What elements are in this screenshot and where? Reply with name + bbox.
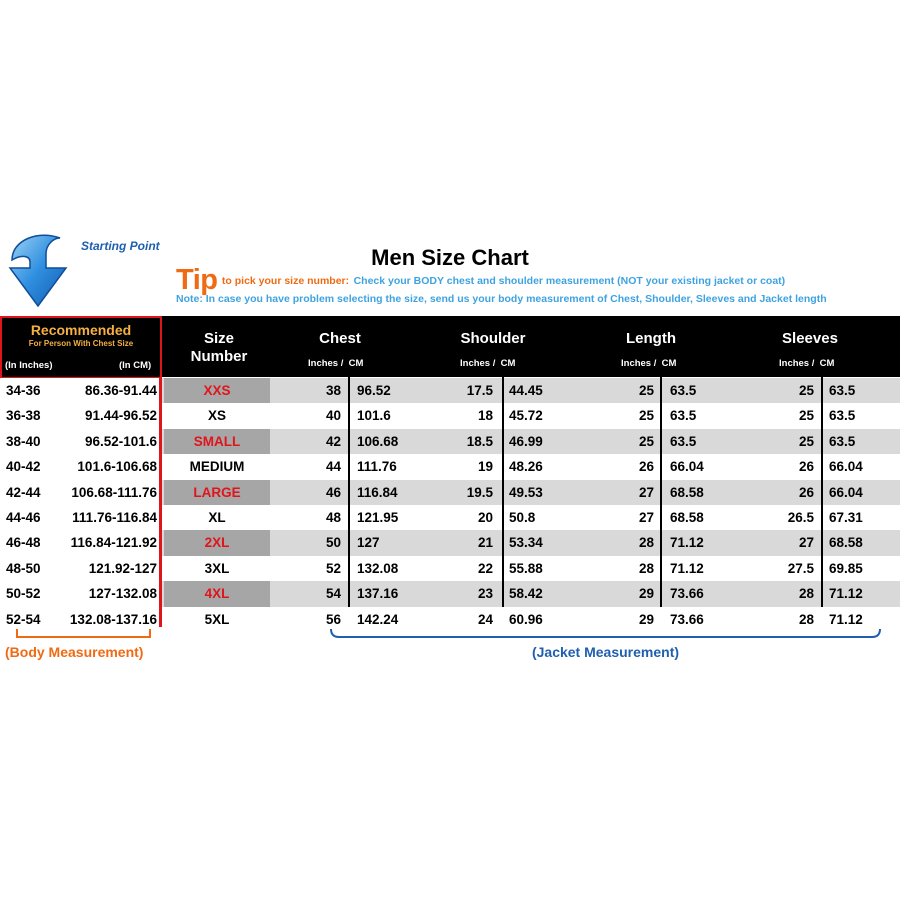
- shoulder-inches-cell: 24: [477, 611, 493, 627]
- sleeves-inches-cell: 26.5: [787, 510, 814, 525]
- size-cell: 4XL: [204, 586, 230, 602]
- page-title: Men Size Chart: [371, 245, 529, 270]
- unit-cm: CM: [500, 358, 516, 369]
- table-row: [0, 556, 900, 581]
- table-row: [0, 454, 900, 479]
- unit-separator: /: [653, 358, 657, 369]
- recommended-inches-label: (In Inches): [5, 360, 53, 371]
- chest-divider: [348, 377, 350, 607]
- size-number-header: [164, 330, 274, 366]
- rec-cm-cell: 86.36-91.44: [84, 383, 157, 398]
- unit-inches: Inches: [779, 358, 810, 369]
- chest-cm-cell: 96.52: [357, 383, 391, 398]
- length-cm-cell: 73.66: [670, 611, 704, 627]
- length-cm-cell: 68.58: [670, 510, 704, 525]
- unit-inches: Inches: [621, 358, 652, 369]
- rec-inches-cell: 34-36: [6, 383, 41, 398]
- length-cm-cell: 63.5: [670, 408, 697, 424]
- shoulder-cm-cell: 58.42: [509, 586, 543, 602]
- rec-cm-cell: 127-132.08: [88, 586, 157, 602]
- length-cm-cell: 71.12: [670, 560, 704, 576]
- body-measurement-bracket: [17, 629, 150, 637]
- length-cm-cell: 63.5: [670, 383, 697, 398]
- rec-inches-cell: 36-38: [6, 408, 41, 424]
- length-unit-header: [621, 358, 676, 369]
- starting-point-label: Starting Point: [81, 239, 160, 253]
- rec-inches-cell: 50-52: [6, 586, 41, 602]
- unit-inches: Inches: [308, 358, 339, 369]
- chest-cm-cell: 116.84: [357, 484, 398, 500]
- tip-word: Tip: [176, 264, 218, 296]
- shoulder-cm-cell: 50.8: [509, 510, 536, 525]
- shoulder-inches-cell: 18: [477, 408, 493, 424]
- chest-inches-cell: 38: [325, 383, 341, 398]
- rec-cm-cell: 96.52-101.6: [84, 433, 157, 449]
- size-cell: 2XL: [204, 535, 230, 551]
- rec-inches-cell: 46-48: [6, 535, 41, 551]
- sleeves-inches-cell: 28: [798, 611, 814, 627]
- shoulder-inches-cell: 19: [477, 459, 493, 475]
- size-header-line1: Size: [203, 330, 234, 347]
- shoulder-header: Shoulder: [460, 330, 526, 347]
- chest-cm-cell: 101.6: [357, 408, 391, 424]
- sleeves-inches-cell: 27.5: [787, 560, 814, 576]
- table-row: [0, 403, 900, 428]
- shoulder-cm-cell: 49.53: [509, 484, 543, 500]
- chest-unit-header: [308, 358, 363, 369]
- shoulder-cm-cell: 48.26: [509, 459, 543, 475]
- shoulder-cm-cell: 53.34: [509, 535, 543, 551]
- length-cm-cell: 63.5: [670, 433, 697, 449]
- table-row: [0, 505, 900, 530]
- table-row: [0, 429, 900, 454]
- chest-cm-cell: 121.95: [357, 510, 399, 525]
- rec-inches-cell: 48-50: [6, 560, 41, 576]
- sleeves-inches-cell: 25: [798, 433, 814, 449]
- sleeves-cm-cell: 66.04: [829, 459, 863, 475]
- shoulder-inches-cell: 18.5: [466, 433, 493, 449]
- sleeves-cm-cell: 63.5: [829, 408, 856, 424]
- size-cell: XXS: [203, 383, 231, 398]
- jacket-measurement-bracket: [331, 629, 880, 637]
- chest-inches-cell: 52: [325, 560, 341, 576]
- recommended-subtitle: For Person With Chest Size: [28, 339, 134, 348]
- recommended-column-border: [159, 377, 162, 627]
- shoulder-inches-cell: 21: [477, 535, 493, 551]
- sleeves-cm-cell: 71.12: [829, 586, 863, 602]
- shoulder-cm-cell: 55.88: [509, 560, 543, 576]
- length-inches-cell: 26: [638, 459, 654, 475]
- length-inches-cell: 29: [638, 586, 654, 602]
- chest-inches-cell: 50: [325, 535, 341, 551]
- length-inches-cell: 29: [638, 611, 654, 627]
- length-cm-cell: 66.04: [670, 459, 704, 475]
- body-measurement-label: (Body Measurement): [5, 644, 144, 660]
- table-row: [0, 480, 900, 505]
- sleeves-cm-cell: 68.58: [829, 535, 863, 551]
- unit-separator: /: [340, 358, 344, 369]
- shoulder-inches-cell: 23: [477, 586, 493, 602]
- tip-text: Check your BODY chest and shoulder measurement (NOT your existing jacket or coat): [353, 275, 786, 287]
- size-cell: MEDIUM: [189, 459, 245, 475]
- unit-cm: CM: [348, 358, 364, 369]
- length-inches-cell: 28: [638, 535, 654, 551]
- unit-inches: Inches: [460, 358, 491, 369]
- sleeves-inches-cell: 25: [798, 383, 814, 398]
- chest-header: Chest: [319, 330, 361, 347]
- sleeves-divider: [821, 377, 823, 607]
- size-cell: XS: [207, 408, 226, 424]
- length-inches-cell: 27: [638, 484, 654, 500]
- shoulder-cm-cell: 46.99: [509, 433, 543, 449]
- length-inches-cell: 28: [638, 560, 654, 576]
- chest-cm-cell: 137.16: [357, 586, 399, 602]
- sleeves-cm-cell: 69.85: [829, 560, 863, 576]
- size-cell: 5XL: [204, 611, 230, 627]
- shoulder-inches-cell: 20: [477, 510, 493, 525]
- sleeves-unit-header: [779, 358, 834, 369]
- table-row: [0, 378, 900, 403]
- chest-cm-cell: 142.24: [357, 611, 399, 627]
- unit-separator: /: [811, 358, 815, 369]
- sleeves-cm-cell: 66.04: [829, 484, 863, 500]
- shoulder-cm-cell: 60.96: [509, 611, 543, 627]
- rec-cm-cell: 121.92-127: [88, 560, 157, 576]
- rec-inches-cell: 38-40: [6, 433, 41, 449]
- chest-inches-cell: 40: [325, 408, 341, 424]
- shoulder-inches-cell: 19.5: [466, 484, 493, 500]
- length-cm-cell: 71.12: [670, 535, 704, 551]
- size-cell: SMALL: [193, 433, 241, 449]
- chest-cm-cell: 106.68: [357, 433, 399, 449]
- rec-cm-cell: 111.76-116.84: [72, 510, 157, 525]
- rec-inches-cell: 40-42: [6, 459, 41, 475]
- chest-inches-cell: 44: [325, 459, 341, 475]
- sleeves-cm-cell: 67.31: [829, 510, 863, 525]
- chest-inches-cell: 56: [325, 611, 341, 627]
- sleeves-inches-cell: 26: [798, 484, 814, 500]
- sleeves-inches-cell: 26: [798, 459, 814, 475]
- length-divider: [660, 377, 662, 607]
- size-cell: XL: [208, 510, 226, 525]
- sleeves-header: Sleeves: [782, 330, 838, 347]
- length-inches-cell: 25: [638, 433, 654, 449]
- table-row: [0, 581, 900, 606]
- tip-note: Note: In case you have problem selecting the size, send us your body measurement of Chest, Shoulder, Sleeves and Jacket length: [176, 293, 827, 305]
- rec-cm-cell: 101.6-106.68: [77, 459, 157, 475]
- length-inches-cell: 27: [638, 510, 654, 525]
- length-cm-cell: 68.58: [670, 484, 704, 500]
- jacket-measurement-label: (Jacket Measurement): [531, 644, 680, 660]
- sleeves-inches-cell: 28: [798, 586, 814, 602]
- rec-cm-cell: 132.08-137.16: [69, 611, 157, 627]
- unit-cm: CM: [819, 358, 835, 369]
- recommended-title: Recommended: [30, 322, 132, 338]
- table-row: [0, 530, 900, 555]
- unit-separator: /: [492, 358, 496, 369]
- recommended-cm-label: (In CM): [119, 360, 152, 371]
- size-cell: 3XL: [204, 560, 230, 576]
- rec-cm-cell: 106.68-111.76: [71, 484, 157, 500]
- shoulder-inches-cell: 17.5: [466, 383, 493, 398]
- rec-cm-cell: 116.84-121.92: [70, 535, 157, 551]
- sleeves-inches-cell: 25: [798, 408, 814, 424]
- shoulder-unit-header: [460, 358, 515, 369]
- rec-cm-cell: 91.44-96.52: [84, 408, 157, 424]
- shoulder-inches-cell: 22: [477, 560, 493, 576]
- size-header-line2: Number: [190, 348, 248, 365]
- chest-cm-cell: 132.08: [357, 560, 399, 576]
- rec-inches-cell: 44-46: [6, 510, 41, 525]
- sleeves-cm-cell: 63.5: [829, 433, 856, 449]
- shoulder-cm-cell: 45.72: [509, 408, 543, 424]
- length-inches-cell: 25: [638, 408, 654, 424]
- chest-inches-cell: 46: [325, 484, 341, 500]
- rec-inches-cell: 42-44: [6, 484, 41, 500]
- length-cm-cell: 73.66: [670, 586, 704, 602]
- chest-inches-cell: 54: [325, 586, 341, 602]
- chest-cm-cell: 111.76: [357, 459, 397, 475]
- unit-cm: CM: [661, 358, 677, 369]
- shoulder-divider: [502, 377, 504, 607]
- sleeves-cm-cell: 63.5: [829, 383, 856, 398]
- size-cell: LARGE: [193, 484, 241, 500]
- measurement-brackets: [0, 627, 900, 645]
- rec-inches-cell: 52-54: [6, 611, 41, 627]
- chest-inches-cell: 48: [325, 510, 341, 525]
- chest-inches-cell: 42: [325, 433, 341, 449]
- sleeves-inches-cell: 27: [798, 535, 814, 551]
- tip-intro: to pick your size number:: [221, 275, 350, 287]
- chest-cm-cell: 127: [357, 535, 380, 551]
- length-header: Length: [626, 330, 676, 347]
- shoulder-cm-cell: 44.45: [509, 383, 543, 398]
- length-inches-cell: 25: [638, 383, 654, 398]
- sleeves-cm-cell: 71.12: [829, 611, 863, 627]
